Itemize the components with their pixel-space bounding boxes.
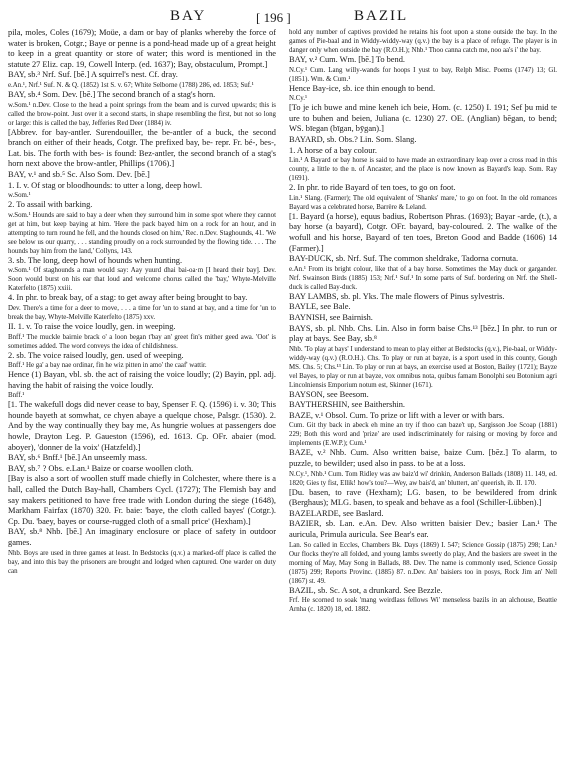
citation-paragraph: Bnff.¹ The muckle bairnie brack o' a loon began t'bay an' greet fin's mither geed awa. 'Oot' is sometimes added. The word conveys the idea of childishness. [8,333,276,350]
entry-paragraph: BAZIL, sb. Sc. A sot, a drunkard. See Bezzle. [289,585,443,595]
citation-paragraph: Cum. Git thy back in abeck eh mine an try if thoo can baze't up, Sargisson Joe Scoap (1881) 229; Both this word and 'prize' are used indiscriminately for raising or moving by force and implements (E.W.P.); Cum.¹ [289,422,557,448]
citation-paragraph: N.Cy.¹, Nhb.¹ Cum. Tom Ridley was aw baiz'd wi' drinkin, Anderson Ballads (1808) 11. 149, ed. 1820; Gies ty fist, Ellik! how's tou?—Wey, aw bais'd, an' bluttert, an' queerish, ib. II. 170. [289,470,557,487]
citation-paragraph: N.Cy.¹ Cum. Lang willy-wands for hoops I yust to bay, Relph Misc. Poems (1747) 13; Gl. (1851). Wm. & Cum.¹ [289,66,557,83]
entry-paragraph: BAYSON, see Beesom. [289,389,369,399]
citation-paragraph: w.Som.¹ [8,192,31,200]
entry-paragraph: pila, moles, Coles (1679); Moüe, a dam or bay of planks whereby the force of water is broken, Cotgr.; Baye or penne is a pond-head made up of a great height to keep in a great quantity or store of water; this word is mentioned in the statute 27 Eliz. cap. 19, Cowell Interp. (ed. 1637); Bay, obstaculum, Prompt.] [8,28,276,69]
citation-paragraph: Lin.¹ Slang. (Farmer); The old equivalent of 'Shanks' mare,' to go on foot. In the old romances Bayard was a celebrated horse, Barrère & Leland. [289,194,557,211]
entry-paragraph: BAYS, sb. pl. Nhb. Chs. Lin. Also in form baise Chs.¹³ [bēz.] In phr. to run or play at bays. See Bay, sb.⁸ [289,323,557,344]
citation-paragraph: e.An.¹, Nrf.¹ Suf. N. & Q. (1852) 1st S. v. 67; White Selborne (1788) 286, ed. 1853; Suf.¹ [8,81,254,89]
entry-paragraph: [To je ich buwe and mine keneh ich beie, Hom. (c. 1250) I. 191; Sef þu mid te ure to buhen and beien, Juliana (c. 1230) 27. OE. (Anglian) bēgan, to bend; WS. bīegan (bīgan, bȳgan).] [289,103,557,134]
right-column [289,28,557,764]
entry-paragraph: BAY, sb.⁸ Nhb. [bē.] An imaginary enclosure or place of safety in outdoor games. [8,527,276,547]
entry-paragraph: 2. To assail with barking. [8,200,93,210]
entry-paragraph: [Du. basen, to rave (Hexham); LG. basen, to be bewildered from drink (Berghaus); MLG. basen, to speak and behave as a fool (Schiller-Lübben).] [289,487,557,508]
citation-paragraph: Dev. There's a time for a deer to move, . . . a time for 'un to stand at bay, and a time for 'un to break the bay, Whyte-Melville Katerfelto (1875) xxv. [8,304,276,321]
entry-paragraph: 1. I. v. Of stag or bloodhounds: to utter a long, deep howl. [8,180,203,190]
entry-paragraph: BAYARD, sb. Obs.? Lin. Som. Slang. [289,134,417,144]
citation-paragraph: Nhb. Boys are used in three games at least. In Bedstocks (q.v.) a marked-off place is called the bay, and into this bay the prisoners are brought and lodged when captured. One warder on duty can [8,549,276,575]
citation-paragraph: Lin.¹ A Bayard or bay horse is said to have made an extraordinary leap over a cross road in this county, a little to the n. of Ancaster, and the place is now known as Bayard's leap. Som. Ray (1691). [289,157,557,183]
entry-paragraph: BAY, sb.⁷ ? Obs. e.Lan.¹ Baize or coarse woollen cloth. [8,463,194,473]
citation-paragraph: N.Cy.¹ [289,95,308,103]
entry-paragraph: 2. In phr. to ride Bayard of ten toes, to go on foot. [289,183,456,193]
citation-paragraph: Bnff.¹ [8,392,25,400]
entry-paragraph: 4. In phr. to break bay, of a stag: to get away after being brought to bay. [8,293,248,303]
entry-paragraph: BAYTHERSHIN, see Baithershin. [289,400,406,410]
entry-paragraph: BAY LAMBS, sb. pl. Yks. The male flowers of Pinus sylvestris. [289,291,505,301]
entry-paragraph: 2. sb. The voice raised loudly, gen. used of weeping. [8,350,184,360]
page-number: [ 196 ] [256,10,291,25]
entry-paragraph: 1. A horse of a bay colour. [289,145,377,155]
entry-paragraph: [Abbrev. for bay-antler. Surendouiller, the be-antler of a buck, the second branch on either of their heads, Cotgr. The prefixed bay, be- repr. Fr. bé-, bes-, Lat. bis. The forth with bes- is found: Bez-antler, the second branch of a stag's horn next above the brow-antler, Phillips (1706).] [8,127,276,169]
entry-paragraph: BAZELARDE, see Baslard. [289,508,384,518]
entry-paragraph: BAY, v.² Cum. Wm. [bē.] To bend. [289,55,405,64]
entry-paragraph: BAY, sb.⁶ Bnff.¹ [bē.] An unseemly mass. [8,453,148,463]
entry-paragraph: 3. sb. The long, deep howl of hounds when hunting. [8,255,183,265]
running-head-right: BAZIL [354,8,409,24]
entry-paragraph: BAY, sb.⁴ Som. Dev. [bē.] The second branch of a stag's horn. [8,89,216,99]
entry-paragraph: BAZE, v.² Nhb. Cum. Also written baise, baize Cum. [bēz.] To alarm, to puzzle, to bewilder; used also in pass. to be at a loss. [289,448,557,469]
left-column [8,28,276,764]
entry-paragraph: BAY, v.¹ and sb.⁵ Sc. Also Som. Dev. [bē.] [8,169,150,179]
running-head-left: BAY [170,8,207,24]
citation-paragraph: w.Som.¹ Of staghounds a man would say: Aay yuurd dhai bai-oa·m [I heard their bay]. Dev. Soon would burst on his ear that loud and welcome chorus called the 'bay,' Whyte-Melville Katerfelto (1875) xxiii. [8,267,276,293]
entry-paragraph: [1. Bayard (a horse), equus badius, Robertson Phras. (1693); Bayar -arde, (t.), a bay horse (a bayard), Cotgr. OFr. bayard, bay-coloured. 2. The walke of the wofull and his horse, Bayard of ten toes, Breton Good and Badde (1606) 14 (Farmer).] [289,211,557,253]
entry-paragraph: [1. The wakefull dogs did never cease to bay, Spenser F. Q. (1596) i. v. 30; This hounde bayeth at somwhat, ce chyen abaye a quelque chose, Palsgr. (1530). 2. And by the way continually they bay me, As hungrie wolues at passengers doe howle, Drayton Leg. P. Gaueston (1596), ed. 1613. Cp. OFr. abaier (mod. aboyer), 'donner de la voix' (Hatzfeld).] [8,400,276,452]
entry-paragraph: BAY-DUCK, sb. Nrf. Suf. The common sheldrake, Tadorna cornuta. [289,254,519,264]
citation-paragraph: w.Som.¹ Hounds are said to bay a deer when they surround him in some spot where they cannot get at him, but keep baying at him. 'Here the pack bayed him on a rock for an hour, and in attempting to turn round he fell, and the hounds closed on him,' Rec. n.Dev. Staghounds, 41. 'We see below us our quarry, . . . standing proudly on a rock surrounded by the flowing tide. . . . The hounds bay him from the land,' Collyns, 143. [8,211,276,255]
entry-paragraph: BAYNISH, see Bairnish. [289,312,373,322]
citation-paragraph: e.An.¹ From its bright colour, like that of a bay horse. Sometimes the May duck or gargander. Nrf. Swainson Birds (1885) 153; Nrf.¹ Suf.¹ In some parts of Suf. bordering on Nrf. the Shell-duck is called Bay-duck. [289,265,557,291]
entry-paragraph: Hence Bay-ice, sb. ice thin enough to bend. [289,83,436,93]
entry-paragraph: BAYLE, see Bale. [289,302,351,312]
entry-paragraph: BAZIER, sb. Lan. e.An. Dev. Also written baisier Dev.; basier Lan.¹ The auricula, Primula auricula. See Bear's ear. [289,519,557,540]
citation-paragraph: Lan. So called in Eccles, Chambers Bk. Days (1869) I. 547; Science Gossip (1875) 298; Lan.¹ Our flocks they're all folded, and young lambs sweetly do play, And the basiers are sweet in the morning of May, May Song in Ballads, 88. Dev. The name is commonly used, Science Gossip (1875) 299; Reports Provinc. (1885) 87. n.Dev. An' baisiers too in posys, Rock Jim an' Nell (1867) st. 49. [289,541,557,585]
entry-paragraph: II. 1. v. To raise the voice loudly, gen. in weeping. [8,321,176,331]
entry-paragraph: [Bay is also a sort of woollen stuff made chiefly in Colchester, where there is a hall, called the Dutch Bay-hall, Chambers Cycl. (1727); The Flemish bay and say makers petitioned to have free trade with London during the siege (1648), Markham Fairfax (1870) 320. Fr. baie: 'baye, the cloth called bayes' (Cotgr.). Cp. Du. 'baey, bayes or course-rugged cloth of a small price' (Hexham).] [8,474,276,526]
entry-paragraph: BAY, sb.³ Nrf. Suf. [bē.] A squirrel's nest. Cf. dray. [8,70,178,80]
citation-paragraph: w.Som.¹ n.Dev. Close to the head a point springs from the beam and is curved upwards; this is called the brow-point. Just over it a second starts, in shape resembling the first, but not so long or large: this is called the bay, Jefferies Red Deer (1884) iv. [8,101,276,127]
citation-paragraph: Bnff.¹ He ga' a bay nae ordinar, fin he wiz pitten in amo' the caaf' wattir. [8,362,207,370]
entry-paragraph: Hence (1) Bayan, vbl. sb. the act of raising the voice loudly; (2) Bayin, ppl. adj. having the habit of raising the voice loudly. [8,370,276,390]
entry-paragraph: BAZE, v.¹ Obsol. Cum. To prize or lift with a lever or with bars. [289,410,505,420]
citation-paragraph: Nhb. 'To play at bays' I understand to mean to play either at Bedstocks (q.v.), Pie-baal, or Widdy-widdy-way (q.v.) (R.O.H.). Chs. To play or run at bayze, is a sport used in this county, Gough MS. Chs. 5; Chs.¹³ Lin. To play or run at bays, an exercise used at Boston, Bailey (1721); Bayze vel Bayes, to play or run at bayze, vox omnibus nota, quibus famam Bonolphi seu Botonium agri Lincolniensis Emporium notum est, Skinner (1671). [289,345,557,389]
citation-paragraph: Frf. He scorned to soak 'mang weirdlass fellows Wi' menseless bazils in an alchouse, Beattie Arnha (c. 1820) 18, ed. 1882. [289,597,557,614]
citation-paragraph: hold any number of captives provided he retains his foot upon a stone outside the bay. In the games of Pie-baal and in Widdy-widdy-way (q.v.) the bay is a place of refuge. The player is in danger only when outside the bay (R.O.H.); Nhb.¹ Thoo canna catch me, noo aa's i' the bay. [289,29,557,54]
